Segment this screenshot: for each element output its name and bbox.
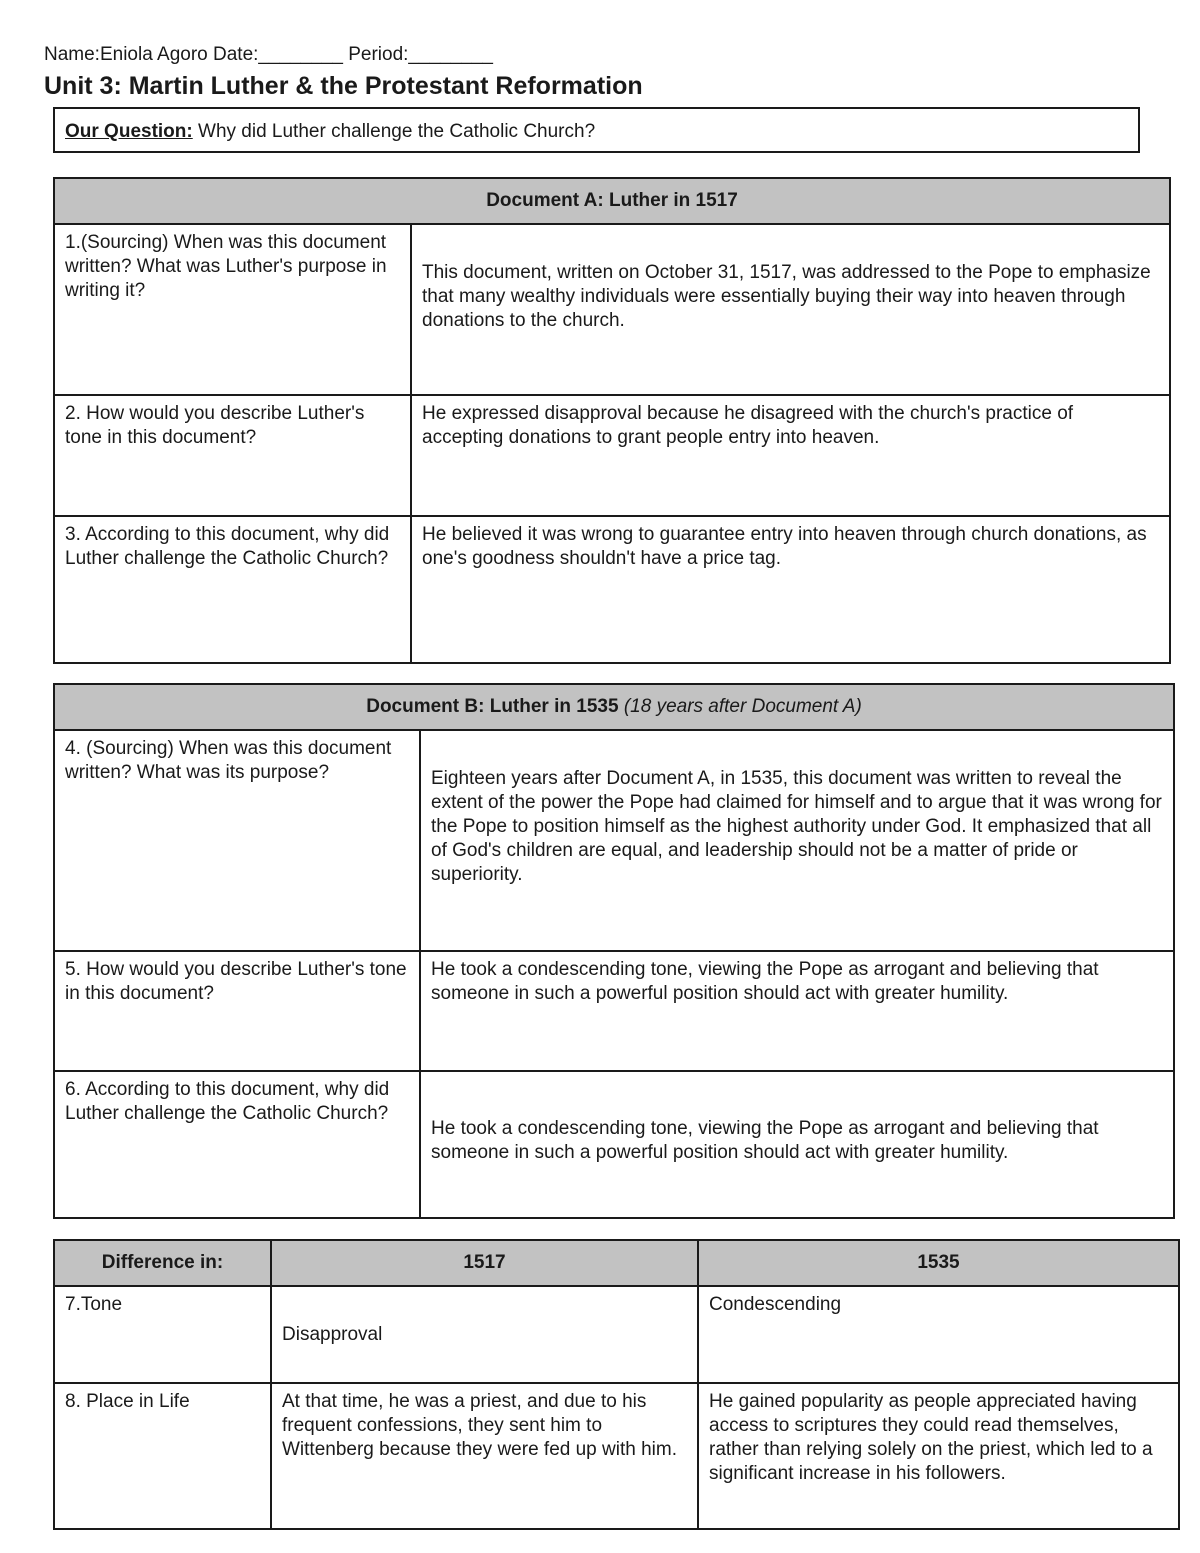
answer-1[interactable]: This document, written on October 31, 1517, was addressed to the Pope to emphasize that many wealthy individuals were essentially buying their way into heaven through donations to the church. bbox=[411, 224, 1170, 395]
col-header-1517: 1517 bbox=[271, 1240, 698, 1286]
answer-2[interactable]: He expressed disapproval because he disagreed with the church's practice of accepting donations to grant people entry into heaven. bbox=[411, 395, 1170, 516]
page-title: Unit 3: Martin Luther & the Protestant Reformation bbox=[44, 72, 643, 100]
period-label: Period:________ bbox=[348, 44, 493, 65]
question-text: Why did Luther challenge the Catholic Church? bbox=[198, 121, 596, 142]
answer-4[interactable]: Eighteen years after Document A, in 1535, this document was written to reveal the extent of the power the Pope had claimed for himself and to argue that it was wrong for the Pope to position himself as the highest authority under God. It emphasized that all of God's children are equal, and leadership should not be a matter of pride or superiority. bbox=[420, 730, 1174, 951]
question-4: 4. (Sourcing) When was this document written? What was its purpose? bbox=[54, 730, 420, 951]
tone-1535[interactable]: Condescending bbox=[698, 1286, 1179, 1383]
document-a-heading: Document A: Luther in 1517 bbox=[54, 178, 1170, 224]
date-label: Date:________ bbox=[213, 44, 343, 65]
row-label-place-in-life: 8. Place in Life bbox=[54, 1383, 271, 1529]
document-b-heading bbox=[54, 684, 1174, 730]
row-label-tone: 7.Tone bbox=[54, 1286, 271, 1383]
tone-1517[interactable]: Disapproval bbox=[271, 1286, 698, 1383]
place-1535[interactable]: He gained popularity as people appreciated having access to scriptures they could read themselves, rather than relying solely on the priest, which led to a significant increase in his followers. bbox=[698, 1383, 1179, 1529]
document-a-table bbox=[53, 177, 1171, 664]
document-b-note: (18 years after Document A) bbox=[623, 696, 862, 717]
header-line bbox=[44, 44, 493, 66]
question-6: 6. According to this document, why did Luther challenge the Catholic Church? bbox=[54, 1071, 420, 1218]
question-2: 2. How would you describe Luther's tone in this document? bbox=[54, 395, 411, 516]
document-b-table bbox=[53, 683, 1175, 1219]
question-label: Our Question: bbox=[65, 121, 193, 142]
question-5: 5. How would you describe Luther's tone in this document? bbox=[54, 951, 420, 1071]
answer-6[interactable]: He took a condescending tone, viewing the Pope as arrogant and believing that someone in such a powerful position should act with greater humility. bbox=[420, 1071, 1174, 1218]
name-label: Name: bbox=[44, 44, 100, 65]
answer-3[interactable]: He believed it was wrong to guarantee entry into heaven through church donations, as one's goodness shouldn't have a price tag. bbox=[411, 516, 1170, 663]
col-header-difference: Difference in: bbox=[54, 1240, 271, 1286]
name-value: Eniola Agoro bbox=[99, 44, 208, 65]
answer-5[interactable]: He took a condescending tone, viewing the Pope as arrogant and believing that someone in such a powerful position should act with greater humility. bbox=[420, 951, 1174, 1071]
our-question-box bbox=[53, 107, 1140, 153]
question-3: 3. According to this document, why did Luther challenge the Catholic Church? bbox=[54, 516, 411, 663]
comparison-table bbox=[53, 1239, 1180, 1530]
place-1517[interactable]: At that time, he was a priest, and due to his frequent confessions, they sent him to Wittenberg because they were fed up with him. bbox=[271, 1383, 698, 1529]
col-header-1535: 1535 bbox=[698, 1240, 1179, 1286]
document-b-title: Document B: Luther in 1535 bbox=[366, 696, 619, 717]
question-1: 1.(Sourcing) When was this document written? What was Luther's purpose in writing it? bbox=[54, 224, 411, 395]
